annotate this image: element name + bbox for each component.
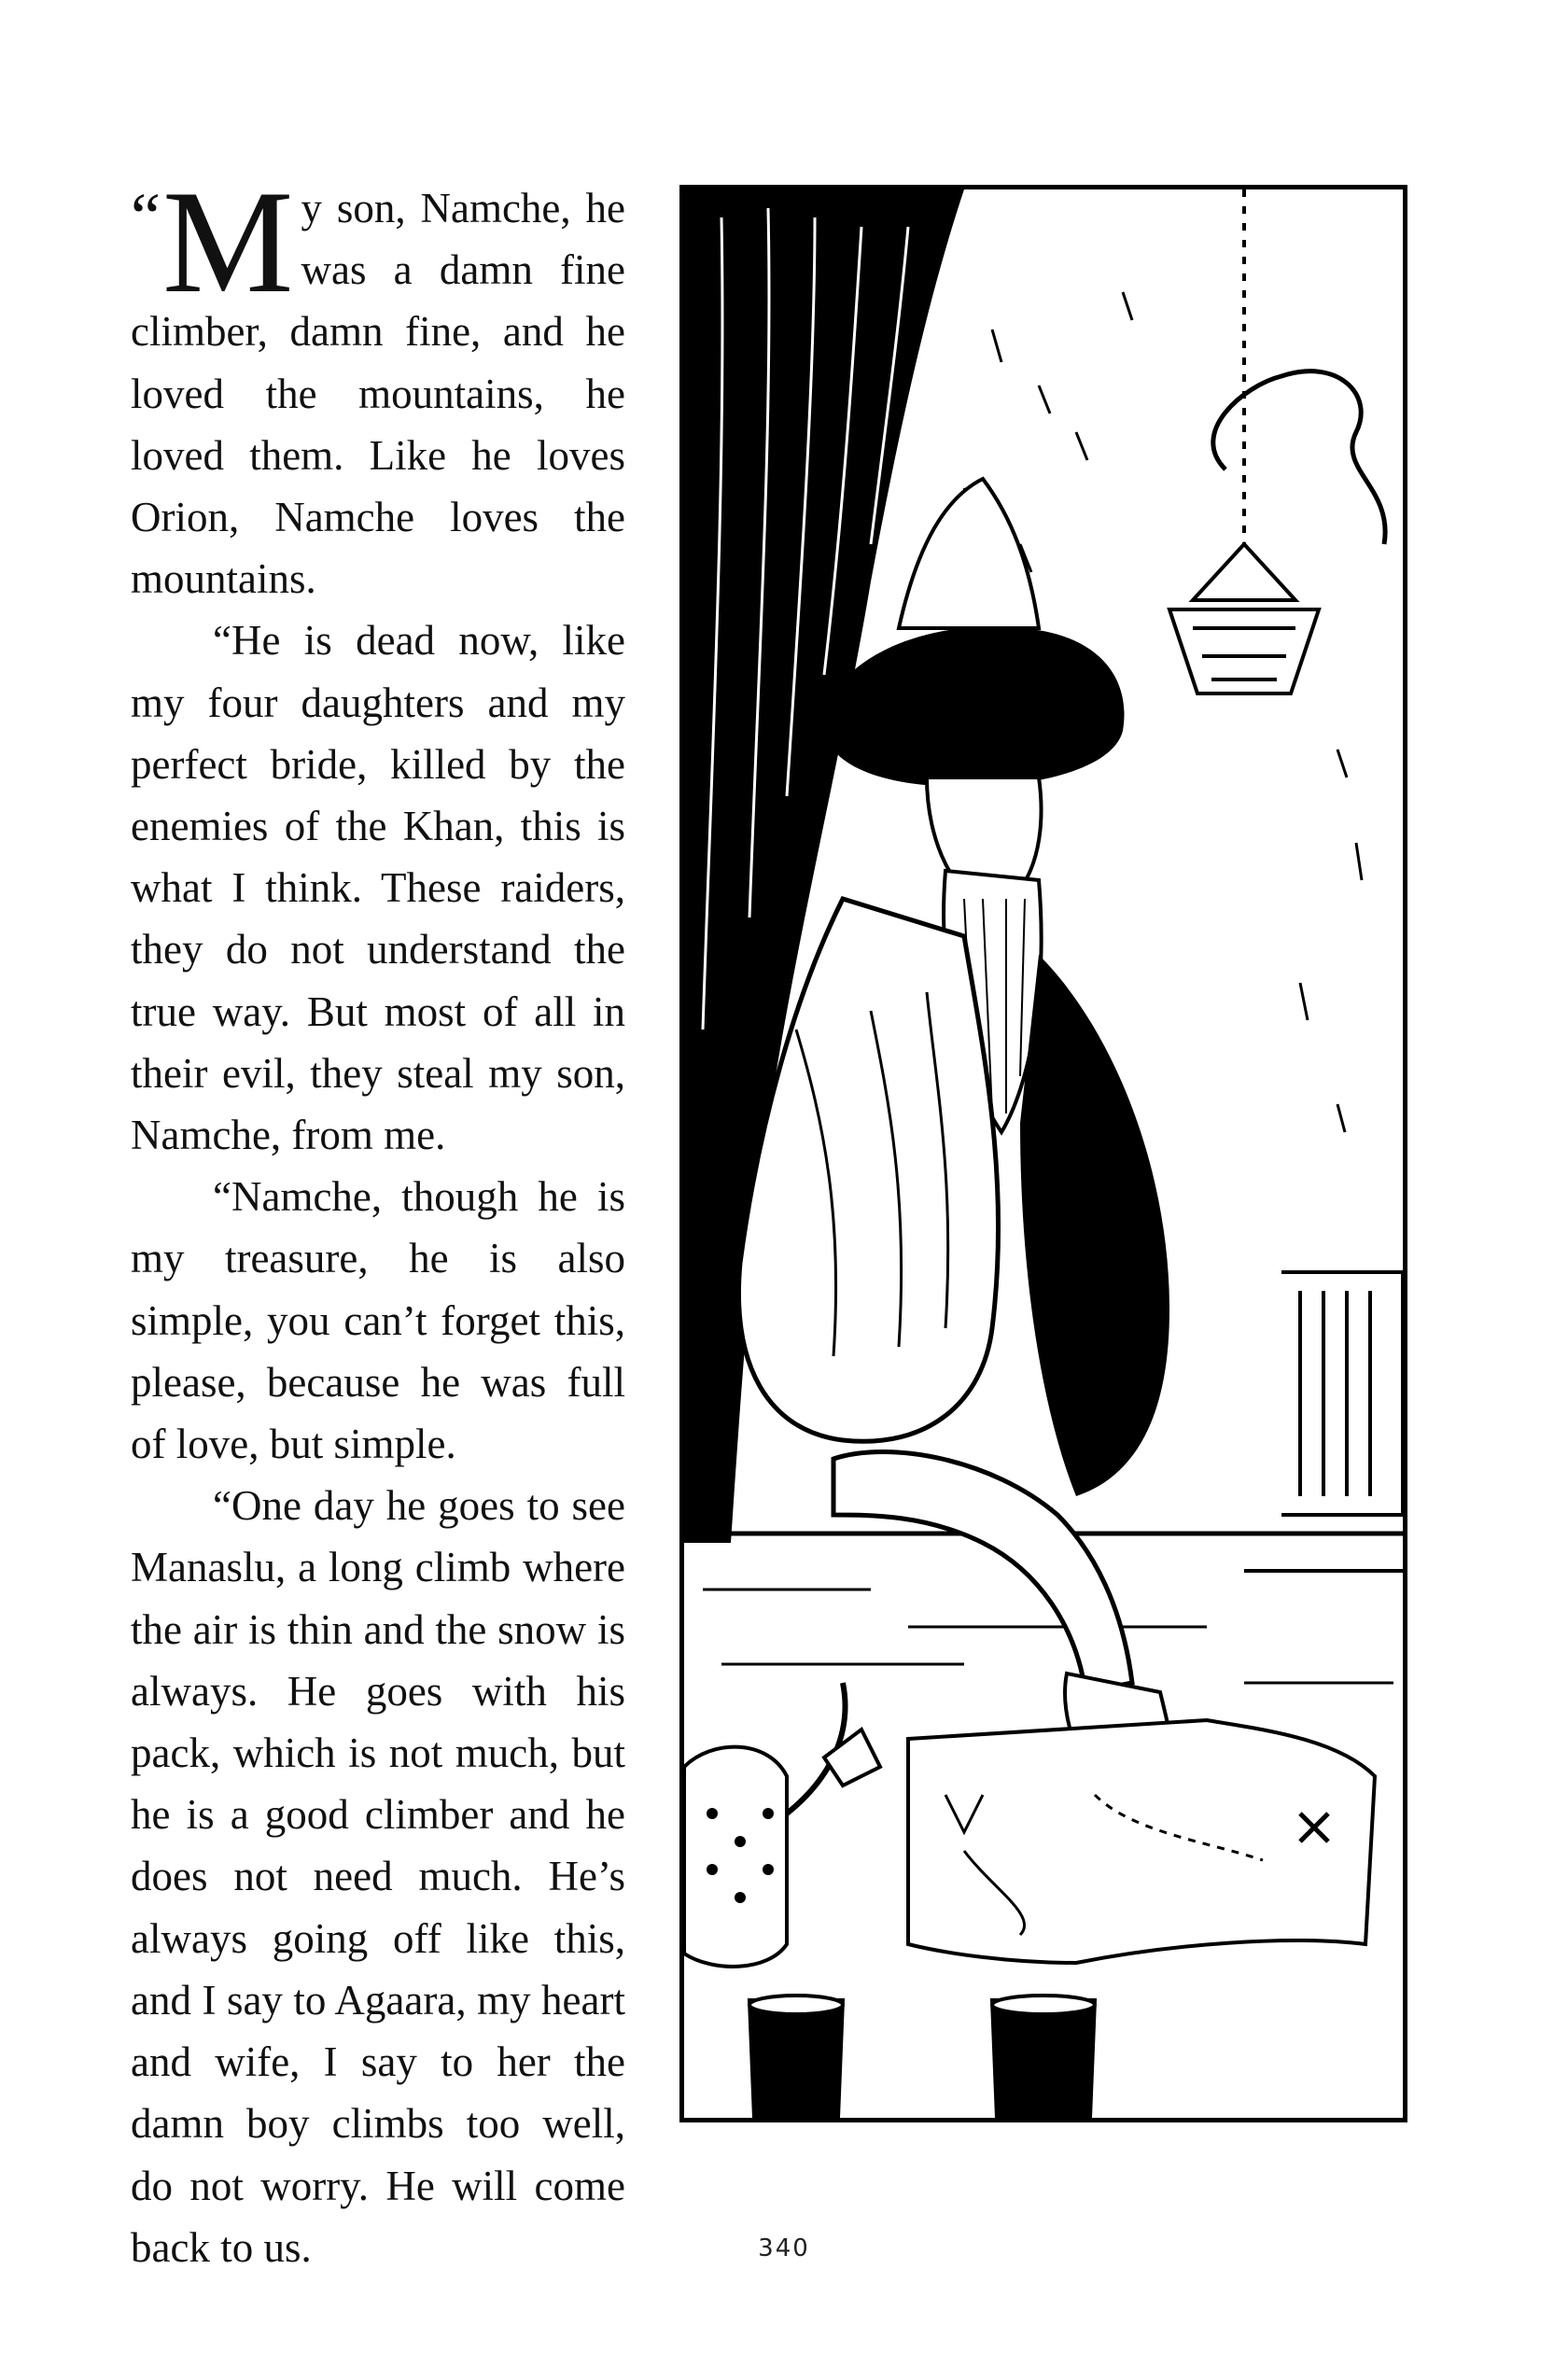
table-lines bbox=[703, 1590, 1393, 1683]
paragraph-2 bbox=[131, 609, 625, 1166]
paragraph-text: “He is dead now, like my four daughters and my perfect bride, killed by the enemies of the Khan, this is what I think. These raiders, they do not understand the true way. But most of all in their evil, they steal my son, Namche, from me. bbox=[131, 617, 625, 1159]
paragraph-4 bbox=[131, 1475, 625, 2278]
map-shape bbox=[908, 1720, 1375, 1963]
teapot bbox=[684, 1683, 880, 1967]
illustration-panel bbox=[679, 185, 1407, 2122]
old-man-map-illustration-icon bbox=[684, 189, 1403, 2118]
dark-robe bbox=[1020, 955, 1169, 1496]
paragraph-3 bbox=[131, 1166, 625, 1475]
drop-cap: M bbox=[161, 161, 294, 324]
story-text-column bbox=[131, 161, 625, 2278]
paragraph-text: “Namche, though he is my treasure, he is also simple, you can’t forget this, please, because he was full of love, but simple. bbox=[131, 1173, 625, 1468]
page-number: 340 bbox=[758, 2234, 810, 2262]
paragraph-1 bbox=[131, 161, 625, 609]
hanging-lamp bbox=[1169, 189, 1385, 693]
paragraph-text: y son, Namche, he was a damn fine climber, damn fine, and he loved the mountains, he loved them. Like he loves Orion, Namche loves the mountains. bbox=[131, 185, 625, 603]
opening-quote: “ bbox=[131, 179, 161, 254]
hat-shape bbox=[823, 626, 1124, 787]
paragraph-text: “One day he goes to see Manaslu, a long climb where the air is thin and the snow is always. He goes with his pack, which is not much, but he is a good climber and he does not need much. He’s always going off like this, and I say to Agaara, my heart and wife, I say to her the damn boy climbs too well, do not worry. He will come back to us. bbox=[131, 1482, 625, 2271]
background-building bbox=[1244, 1272, 1403, 1571]
cups bbox=[749, 1996, 1095, 2118]
